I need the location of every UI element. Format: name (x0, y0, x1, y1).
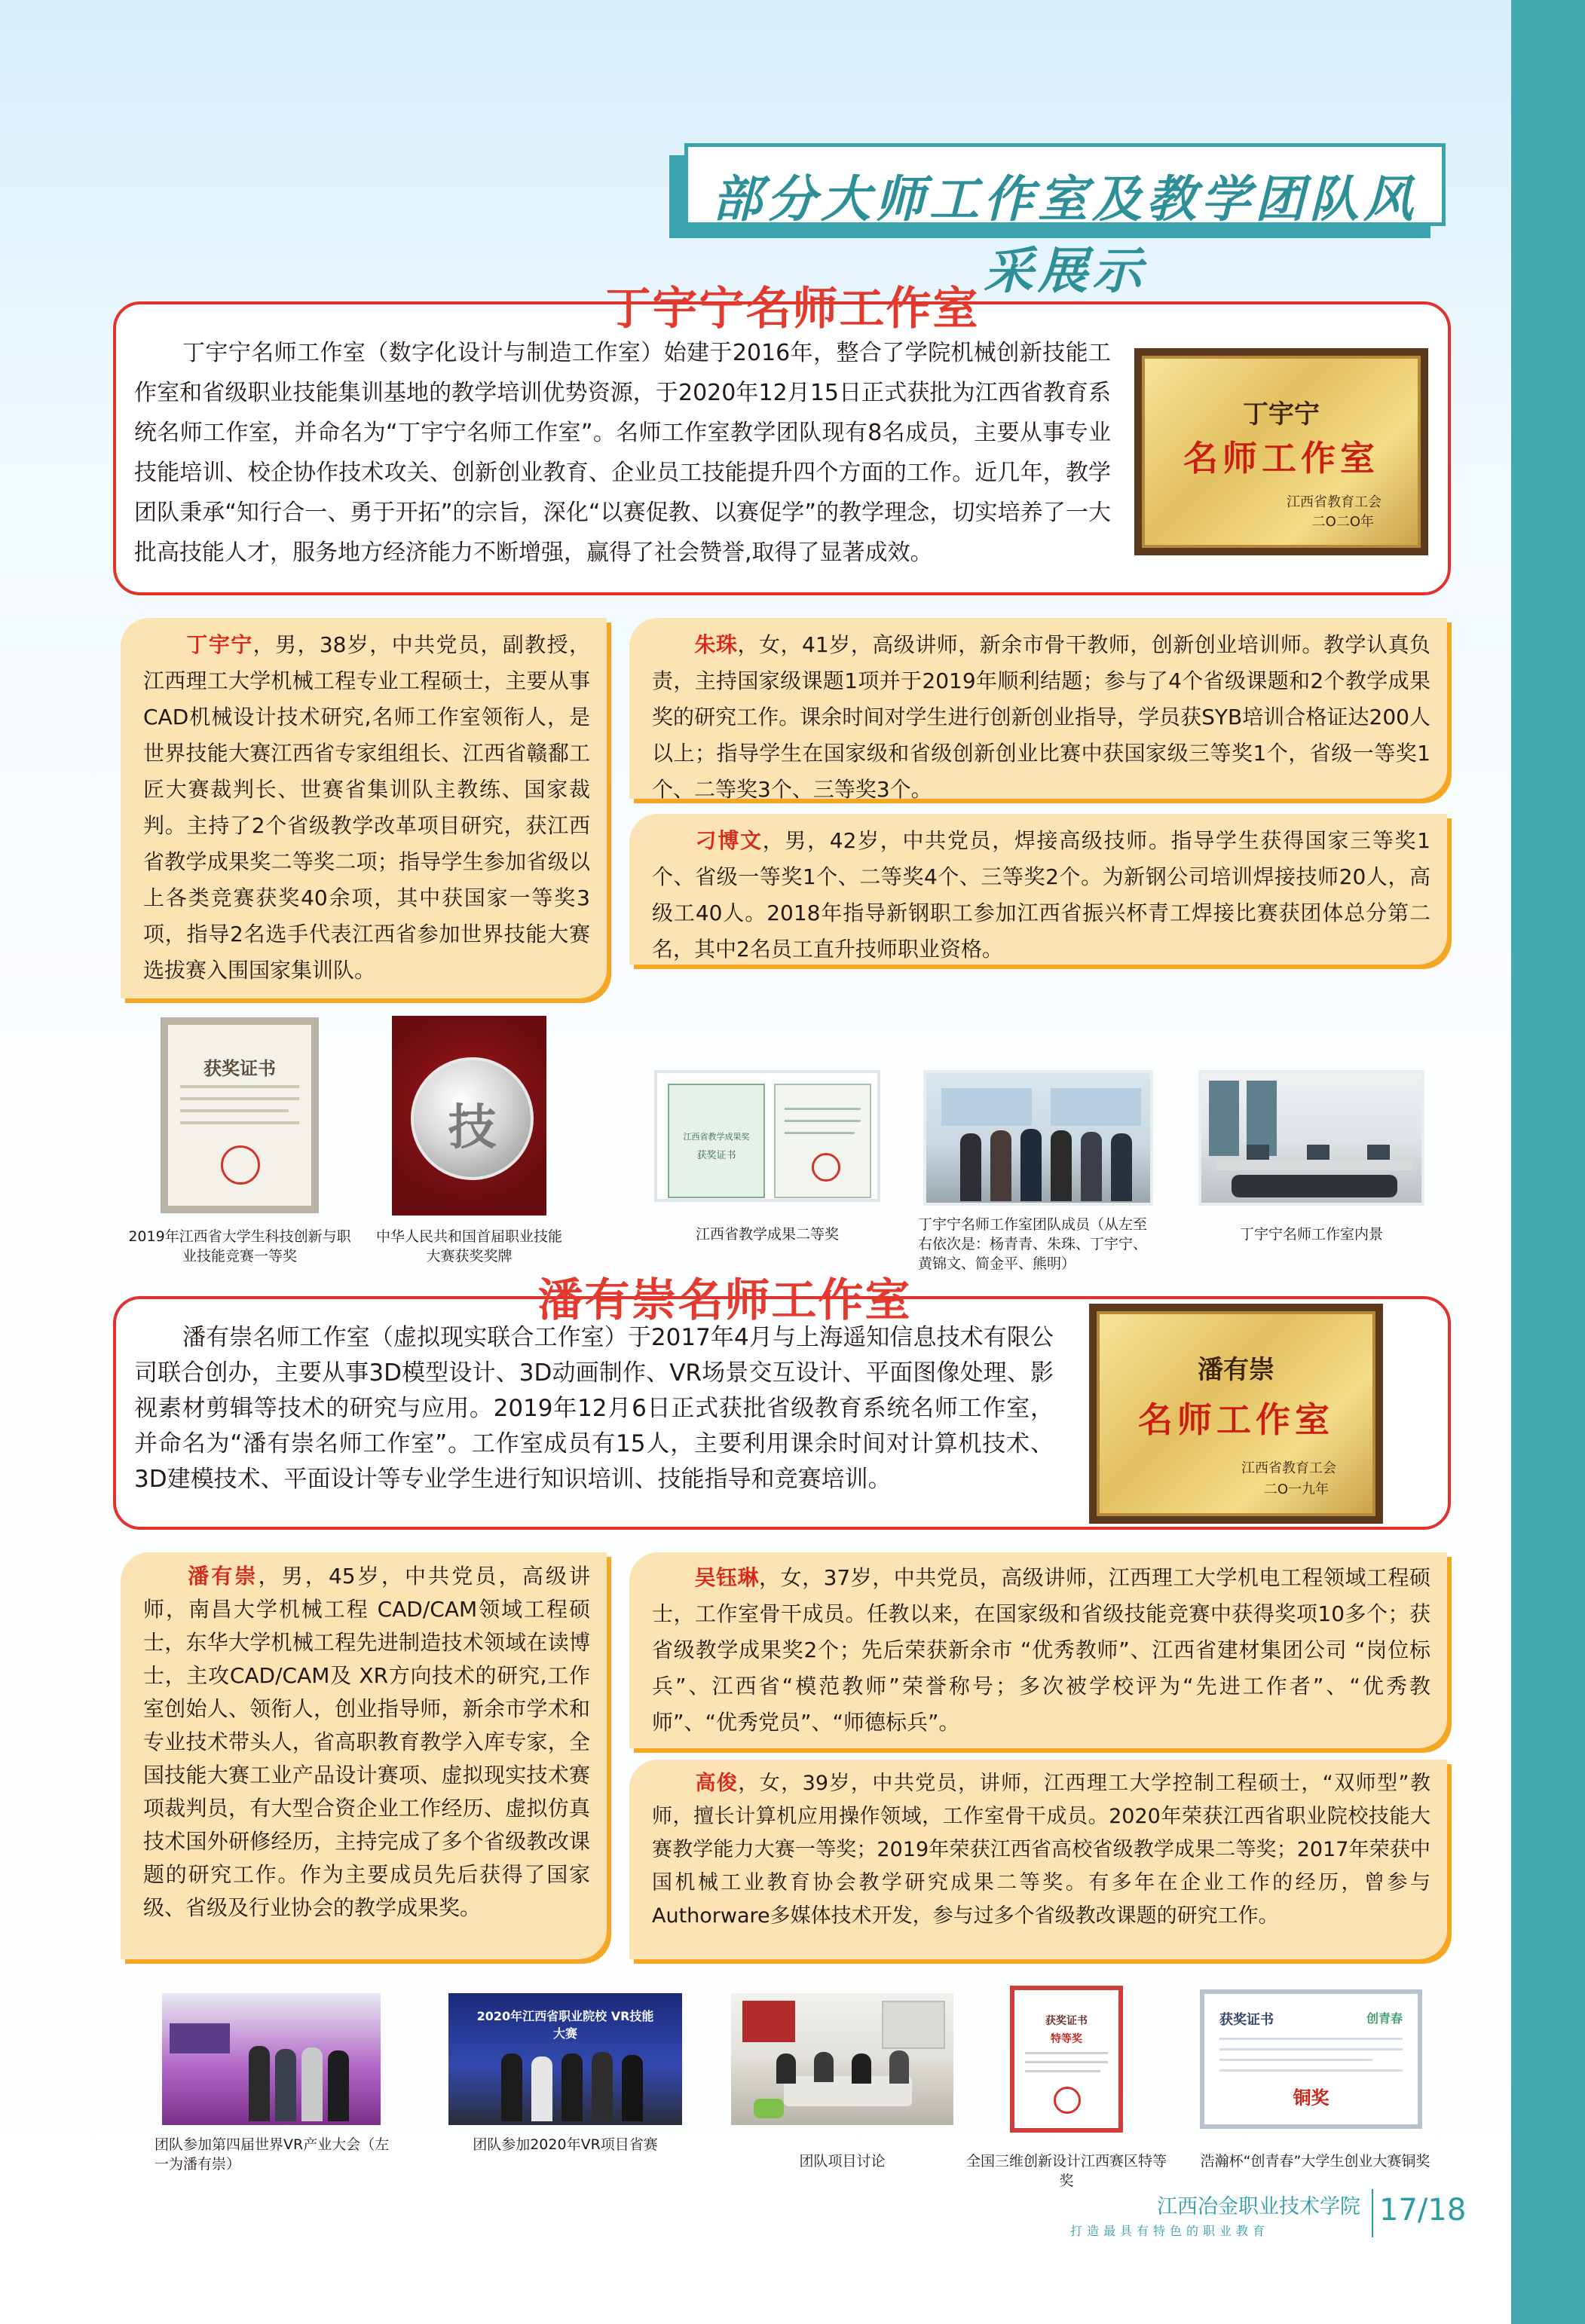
member-card-pan (121, 1552, 607, 1959)
caption-team-members: 丁宇宁名师工作室团队成员（从左至右依次是：杨青青、朱珠、丁宇宁、黄锦文、简金平、熊明） (918, 1216, 1148, 1272)
person-icon (776, 2053, 796, 2084)
person-icon (531, 2056, 552, 2121)
caption-certificate-competition: 2019年江西省大学生科技创新与职业技能竞赛一等奖 (128, 1228, 351, 1264)
person-icon (814, 2052, 834, 2082)
member-bio: ，女，39岁，中共党员，讲师，江西理工大学控制工程硕士，“双师型”教师，擅长计算机应用操作领域，工作室骨干成员。2020年荣获江西省职业院校技能大赛教学能力大赛一等奖；2019年荣获江西省高校省级教学成果二等奖；2017年荣获中国机械工业教育协会教学研究成果二等奖。有多年在企业工作的经历，曾参与Authorware多媒体技术开发，参与过多个省级教改课题的研究工作。 (652, 1772, 1430, 1928)
person-icon (249, 2046, 270, 2121)
monitor-icon (1247, 1145, 1269, 1160)
member-card-ding (121, 618, 607, 998)
person-icon (990, 1130, 1011, 1201)
person-icon (275, 2049, 296, 2121)
monitor-icon (1307, 1145, 1330, 1160)
studio2-title: 潘有崇名师工作室 (537, 1274, 912, 1327)
plaque-issuer: 江西省教育工会 (1287, 494, 1382, 510)
caption-vr-provincial: 团队参加2020年VR项目省赛 (473, 2136, 658, 2153)
seal-icon (1054, 2087, 1081, 2114)
member-name: 丁宇宁 (185, 632, 253, 657)
person-icon (960, 1133, 981, 1201)
page-number: 17/18 (1379, 2193, 1467, 2228)
certificate-heading: 获奖证书 (203, 1058, 276, 1079)
member-card-gao (629, 1760, 1447, 1959)
member-name: 吴钰琳 (694, 1565, 760, 1590)
studio2-plaque (1089, 1304, 1383, 1524)
person-icon (1020, 1129, 1042, 1201)
seal-icon (812, 1153, 840, 1182)
person-icon (622, 2055, 643, 2121)
caption-certificate-teaching: 江西省教学成果二等奖 (695, 1226, 839, 1243)
certificate-heading: 获奖证书 (1219, 2012, 1274, 2028)
person-icon (1081, 1132, 1102, 1201)
seal-icon (221, 1145, 260, 1185)
caption-medal: 中华人民共和国首届职业技能大赛获奖奖牌 (375, 1228, 562, 1264)
person-icon (1051, 1130, 1072, 1201)
member-name: 高俊 (694, 1772, 739, 1795)
member-bio: ，女，37岁，中共党员，高级讲师，江西理工大学机电工程领域工程硕士，工作室骨干成员。任教以来，在国家级和省级技能竞赛中获得奖项10多个；获省级教学成果奖2个；先后荣获新余市 “优秀教师”、江西省建材集团公司 “岗位标兵”、江西省“模范教师”荣誉称号；多次被学校评为“先进工作者”、“优秀教师”、“优秀党员”、“师德标兵”。 (652, 1565, 1430, 1735)
photo-team-discussion (731, 1993, 953, 2125)
member-bio: ，男，45岁，中共党员，高级讲师，南昌大学机械工程 CAD/CAM领域工程硕士，东华大学机械工程先进制造技术领域在读博士，主攻CAD/CAM及 XR方向技术的研究,工作室创始人、领衔人，创业指导师，新余市学术和专业技术带头人，省高职教育教学入库专家，全国技能大赛工业产品设计赛项、虚拟现实技术赛项裁判员，有大型合资企业工作经历、虚拟仿真技术国外研修经历，主持完成了多个省级教改课题的研究工作。作为主要成员先后获得了国家级、省级及行业协会的教学成果奖。 (143, 1564, 590, 1920)
photo-certificate-teaching (654, 1070, 880, 1202)
footer-divider (1372, 2189, 1373, 2237)
studio2-intro-text: 潘有崇名师工作室（虚拟现实联合工作室）于2017年4月与上海遥知信息技术有限公司联合创办，主要从事3D模型设计、3D动画制作、VR场景交互设计、平面图像处理、影视素材剪辑等技术的研究与应用。2019年12月6日正式获批省级教育系统名师工作室，并命名为“潘有崇名师工作室”。工作室成员有15人，主要利用课余时间对计算机技术、3D建模技术、平面设计等专业学生进行知识培训、技能指导和竞赛培训。 (134, 1324, 1054, 1493)
banner-text: 2020年江西省职业院校 VR技能大赛 (476, 2009, 654, 2041)
person-icon (592, 2052, 613, 2121)
member-card-diao (629, 814, 1447, 965)
member-name: 潘有崇 (185, 1564, 259, 1589)
photo-team-members (923, 1070, 1153, 1206)
photo-certificate-competition (161, 1017, 319, 1213)
person-icon (301, 2047, 323, 2121)
person-icon (1111, 1133, 1132, 1201)
studio1-plaque (1134, 348, 1428, 555)
person-icon (561, 2053, 583, 2121)
person-icon (501, 2053, 522, 2121)
plaque-title: 名师工作室 (1138, 1399, 1334, 1440)
studio1-intro-text: 丁宇宁名师工作室（数字化设计与制造工作室）始建于2016年，整合了学院机械创新技能工作室和省级职业技能集训基地的教学培训优势资源，于2020年12月15日正式获批为江西省教育系统名师工作室，并命名为“丁宇宁名师工作室”。名师工作室教学团队现有8名成员，主要从事专业技能培训、校企协作技术攻关、创新创业教育、企业员工技能提升四个方面的工作。近几年，教学团队秉承“知行合一、勇于开拓”的宗旨，深化“以赛促教、以赛促学”的教学理念，切实培养了一大批高技能人才，服务地方经济能力不断增强，赢得了社会赞誉,取得了显著成效。 (134, 340, 1111, 566)
member-bio: ，男，42岁，中共党员，焊接高级技师。指导学生获得国家三等奖1个、省级一等奖1个、二等奖4个、三等奖2个。为新钢公司培训焊接技师20人，高级工40人。2018年指导新钢职工参加江西省振兴杯青工焊接比赛获团体总分第二名，其中2名员工直升技师职业资格。 (652, 828, 1430, 962)
caption-team-discussion: 团队项目讨论 (799, 2153, 886, 2170)
caption-vr-conference: 团队参加第四届世界VR产业大会（左一为潘有崇） (155, 2136, 390, 2173)
side-stripe (1511, 0, 1585, 2324)
photo-vr-conference (162, 1993, 381, 2125)
member-name: 刁博文 (694, 828, 763, 853)
medal-character: 技 (448, 1100, 497, 1156)
page-title-box (684, 143, 1446, 300)
photo-3d-design-award (1010, 1986, 1123, 2133)
footer-school-name: 江西冶金职业技术学院 (1157, 2195, 1360, 2219)
caption-3d-design-award: 全国三维创新设计江西赛区特等奖 (965, 2153, 1167, 2189)
member-card-zhu (629, 618, 1447, 802)
certificate-subheading: 江西省教学成果奖 (683, 1132, 750, 1142)
member-name: 朱珠 (694, 632, 738, 657)
photo-studio-interior (1198, 1070, 1424, 1206)
caption-chuangqingchun-award: 浩瀚杯“创青春”大学生创业大赛铜奖 (1200, 2153, 1430, 2170)
studio1-title: 丁宇宁名师工作室 (605, 283, 980, 335)
person-icon (852, 2053, 871, 2084)
caption-studio-interior: 丁宇宁名师工作室内景 (1239, 1226, 1383, 1243)
plaque-title: 名师工作室 (1183, 438, 1379, 479)
plaque-year: 二O二O年 (1311, 514, 1374, 530)
plaque-name: 潘有崇 (1198, 1355, 1274, 1385)
certificate-award: 铜奖 (1293, 2087, 1330, 2108)
certificate-award: 特等奖 (1051, 2033, 1082, 2045)
certificate-heading: 获奖证书 (1045, 2015, 1088, 2027)
plaque-issuer: 江西省教育工会 (1241, 1460, 1336, 1476)
plaque-year: 二O一九年 (1263, 1482, 1329, 1497)
member-card-wu (629, 1552, 1447, 1748)
footer-slogan: 打造最具有特色的职业教育 (1070, 2224, 1270, 2238)
brand-logo: 创青春 (1366, 2011, 1403, 2026)
monitor-icon (1367, 1145, 1390, 1160)
chair-icon (754, 2099, 784, 2118)
person-icon (328, 2050, 349, 2121)
member-bio: ，男，38岁，中共党员，副教授，江西理工大学机械工程专业工程硕士，主要从事CAD机械设计技术研究,名师工作室领衔人，是世界技能大赛江西省专家组组长、江西省赣鄱工匠大赛裁判长、世赛省集训队主教练、国家裁判。主持了2个省级教学改革项目研究，获江西省教学成果奖二等奖二项；指导学生参加省级以上各类竞赛获奖40余项，其中获国家一等奖3项，指导2名选手代表江西省参加世界技能大赛选拔赛入围国家集训队。 (143, 632, 590, 983)
person-icon (889, 2050, 909, 2084)
certificate-heading: 获奖证书 (696, 1150, 736, 1161)
plaque-name: 丁宇宁 (1243, 399, 1320, 430)
desk-icon (1216, 1160, 1412, 1170)
page-title: 部分大师工作室及教学团队风采展示 (712, 170, 1418, 300)
photo-medal (392, 1016, 546, 1216)
photo-chuangqingchun-award (1200, 1989, 1422, 2129)
photo-vr-provincial (448, 1993, 682, 2125)
member-bio: ，女，41岁，高级讲师，新余市骨干教师，创新创业培训师。教学认真负责，主持国家级课题1项并于2019年顺利结题；参与了4个省级课题和2个教学成果奖的研究工作。课余时间对学生进行创新创业指导，学员获SYB培训合格证达200人以上；指导学生在国家级和省级创新创业比赛中获国家级三等奖1个，省级一等奖1个、二等奖3个、三等奖3个。 (652, 632, 1430, 802)
medal-icon (411, 1057, 534, 1180)
